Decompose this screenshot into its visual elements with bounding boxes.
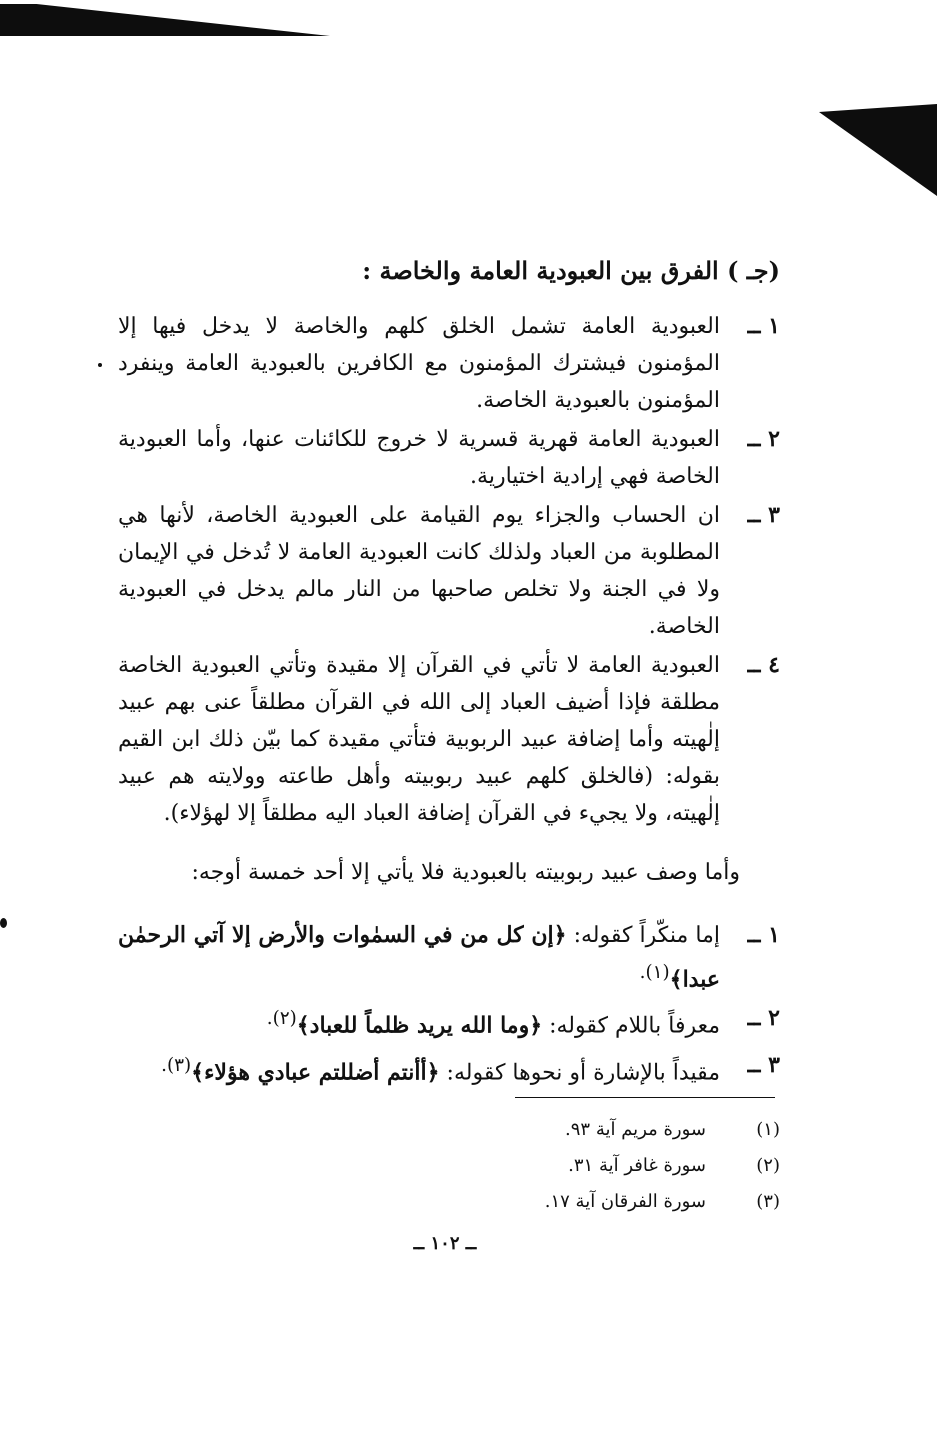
- footnote: [420, 1148, 780, 1184]
- quran-quote: ﴿إن كل من في السمٰوات والأرض إلا آتي الرحمٰن عبدا﴾: [118, 922, 720, 993]
- list-item: [118, 917, 780, 998]
- footnote-number: (١): [756, 1119, 780, 1140]
- item-text: [118, 917, 720, 998]
- footnote-number: (٢): [756, 1155, 780, 1176]
- section-heading: (جـ ) الفرق بين العبودية العامة والخاصة :: [362, 256, 780, 285]
- item-text: [118, 1047, 720, 1091]
- page-number: ــ ١٠٢ ــ: [413, 1233, 477, 1254]
- item-text: العبودية العامة قهرية قسرية لا خروج للكائنات عنها، وأما العبودية الخاصة فهي إرادية اختيارية.: [118, 427, 720, 489]
- footnote: [420, 1184, 780, 1220]
- scan-speck: [98, 363, 102, 367]
- item-lead: مقيداً بالإشارة أو نحوها كقوله:: [446, 1059, 720, 1085]
- list-item: [118, 308, 780, 419]
- item-text: ان الحساب والجزاء يوم القيامة على العبودية الخاصة، لأنها هي المطلوبة من العباد ولذلك كانت العبودية العامة لا تُدخل في الإيمان ولا في الجنة ولا تخلص صاحبها من النار مالم يدخل في العبودية الخاصة.: [118, 503, 720, 639]
- item-number: ٤ ــ: [747, 652, 780, 678]
- item-number: ١ ــ: [747, 313, 780, 339]
- list-item: [118, 1000, 780, 1044]
- item-number: ٣ ــ: [747, 1051, 780, 1078]
- forms-list: [118, 917, 780, 1091]
- footnote: [420, 1112, 780, 1148]
- footnote-ref: (٣).: [161, 1054, 192, 1076]
- quran-quote: ﴿أأنتم أضللتم عبادي هؤلاء﴾: [191, 1058, 440, 1085]
- footnote-number: (٣): [756, 1191, 780, 1212]
- footnote-text: سورة الفرقان آية ١٧.: [544, 1191, 706, 1212]
- footnote-text: سورة غافر آية ٣١.: [568, 1155, 706, 1176]
- footnote-ref: (٢).: [266, 1008, 297, 1030]
- intro-paragraph: وأما وصف عبيد ربوبيته بالعبودية فلا يأتي إلا أحد خمسة أوجه:: [191, 860, 740, 885]
- list-item: [118, 647, 780, 832]
- item-lead: معرفاً باللام كقوله:: [549, 1013, 720, 1039]
- scan-edge-mark-right: [819, 104, 937, 196]
- page-body: [118, 252, 780, 1093]
- item-text: العبودية العامة تشمل الخلق كلهم والخاصة لا يدخل فيها إلا المؤمنون فيشترك المؤمنون مع الكافرين بالعبودية العامة وينفرد المؤمنون بالعبودية الخاصة.: [118, 314, 720, 413]
- item-text: العبودية العامة لا تأتي في القرآن إلا مقيدة وتأتي العبودية الخاصة مطلقة فإذا أضيف العباد إلى الله في القرآن مطلقاً عنى بهم عبيد إلٰهيته وأما إضافة عبيد الربوبية فتأتي مقيدة كما بيّن ذلك ابن القيم بقوله: (فالخلق كلهم عبيد ربوبيته وأهل طاعته وولايته هم عبيد إلٰهيته، ولا يجيء في القرآن إضافة العباد اليه مطلقاً إلا لهؤلاء).: [118, 653, 720, 826]
- list-item: [118, 1047, 780, 1091]
- footnote-ref: (١).: [639, 962, 670, 983]
- footnote-divider: [515, 1097, 775, 1098]
- differences-list: [118, 308, 780, 832]
- item-number: ٢ ــ: [747, 1005, 780, 1032]
- footnote-text: سورة مريم آية ٩٣.: [565, 1119, 706, 1140]
- scan-speck: [0, 918, 7, 928]
- item-number: ٢ ــ: [747, 426, 780, 452]
- list-item: [118, 497, 780, 645]
- scan-edge-mark-top: [0, 0, 330, 40]
- quran-quote: ﴿وما الله يريد ظلماً للعباد﴾: [296, 1012, 543, 1039]
- list-item: [118, 421, 780, 495]
- item-number: ١ ــ: [747, 922, 780, 948]
- item-number: ٣ ــ: [747, 502, 780, 528]
- footnotes: [420, 1112, 780, 1220]
- item-text: [118, 1000, 720, 1044]
- item-lead: إما منكّراً كقوله:: [573, 923, 720, 948]
